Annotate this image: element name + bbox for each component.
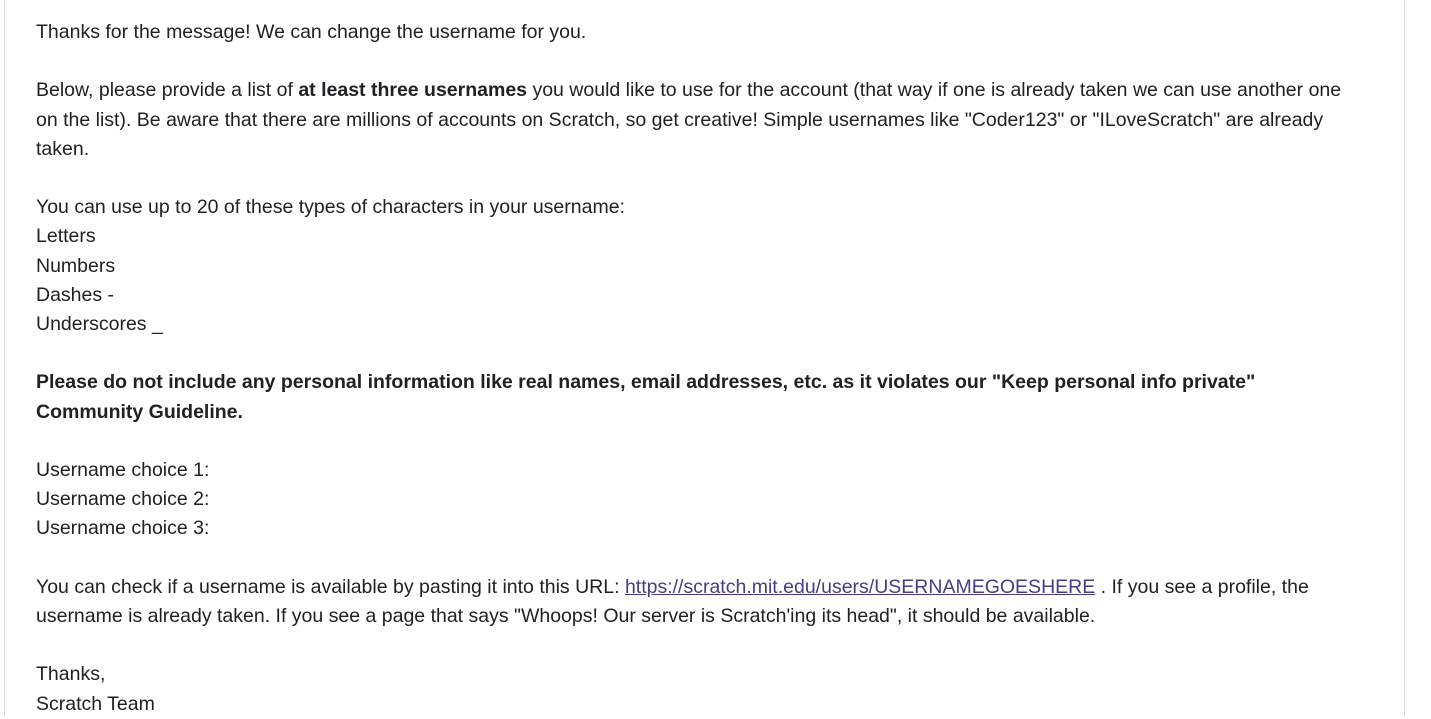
char-type-dashes: Dashes - xyxy=(36,283,115,306)
spacer xyxy=(36,339,1366,368)
check-paragraph xyxy=(36,573,1366,631)
username-choice-2: Username choice 2: xyxy=(36,488,210,511)
privacy-warning: Please do not include any personal information like real names, email addresses, etc. as it violates our "Keep personal info private" Community Guideline. xyxy=(36,371,1256,423)
char-intro-text: You can use up to 20 of these types of characters in your username: xyxy=(36,196,625,219)
email-body-frame xyxy=(4,0,1405,717)
request-paragraph xyxy=(36,76,1366,164)
char-type-letters: Letters xyxy=(36,225,96,248)
username-choice-3: Username choice 3: xyxy=(36,517,210,540)
request-text-before: Below, please provide a list of xyxy=(36,79,299,102)
spacer xyxy=(36,47,1366,76)
char-type-numbers: Numbers xyxy=(36,254,116,277)
spacer xyxy=(36,631,1366,660)
email-message xyxy=(36,18,1366,719)
check-text-after: . If you see a profile, the username is already taken. If you see a page that says "Whoops! Our server is Scratch'ing its head", it should be available. xyxy=(36,575,1309,627)
spacer xyxy=(36,544,1366,573)
spacer xyxy=(36,427,1366,456)
greeting-text: Thanks for the message! We can change the username for you. xyxy=(36,21,587,43)
signature-text: Scratch Team xyxy=(36,692,155,715)
request-emphasis: at least three usernames xyxy=(298,79,528,102)
check-text-before: You can check if a username is available by pasting it into this URL: xyxy=(36,575,625,598)
username-check-link[interactable]: https://scratch.mit.edu/users/USERNAMEGOESHERE xyxy=(624,575,1096,598)
char-type-underscores: Underscores _ xyxy=(36,313,163,335)
username-choice-1: Username choice 1: xyxy=(36,458,210,481)
spacer xyxy=(36,164,1366,193)
request-text-after: you would like to use for the account (that way if one is already taken we can use another one on the list). Be aware that there are millions of accounts on Scratch, so get creative! Simple usernames like "Coder123" or "ILoveScratch" are already taken. xyxy=(36,79,1342,160)
signoff-text: Thanks, xyxy=(36,663,106,686)
